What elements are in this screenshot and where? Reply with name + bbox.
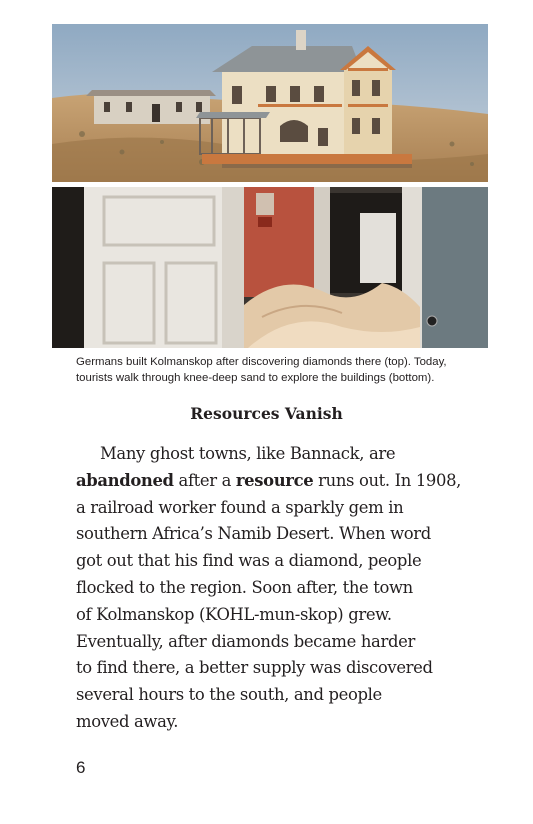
- text-span: after a: [173, 470, 236, 490]
- photo-sand-filled-interior: [52, 187, 488, 348]
- section-heading: Resources Vanish: [190, 404, 343, 423]
- text-line: southern Africa’s Namib Desert. When word: [76, 524, 431, 544]
- vocab-term-abandoned: abandoned: [76, 470, 174, 490]
- text-line: moved away.: [76, 711, 179, 731]
- photo-caption: [76, 354, 476, 386]
- photo-kolmanskop-houses: [52, 24, 488, 182]
- text-line: [76, 468, 476, 495]
- text-line: several hours to the south, and people: [76, 685, 382, 705]
- text-line: got out that his find was a diamond, people: [76, 551, 422, 571]
- text-line: flocked to the region. Soon after, the town: [76, 577, 413, 597]
- text-line: a railroad worker found a sparkly gem in: [76, 497, 404, 517]
- text-span: runs out. In 1908,: [313, 470, 462, 490]
- body-paragraph: [76, 441, 476, 736]
- caption-line: Germans built Kolmanskop after discovering diamonds there (top). Today,: [76, 356, 447, 368]
- text-line: Eventually, after diamonds became harder: [76, 631, 415, 651]
- page-number: 6: [76, 758, 86, 777]
- text-line: Many ghost towns, like Bannack, are: [100, 444, 396, 463]
- caption-line: tourists walk through knee-deep sand to explore the buildings (bottom).: [76, 372, 435, 384]
- text-line: to find there, a better supply was discovered: [76, 658, 433, 678]
- text-line: of Kolmanskop (KOHL-mun-skop) grew.: [76, 604, 392, 624]
- vocab-term-resource: resource: [235, 470, 314, 490]
